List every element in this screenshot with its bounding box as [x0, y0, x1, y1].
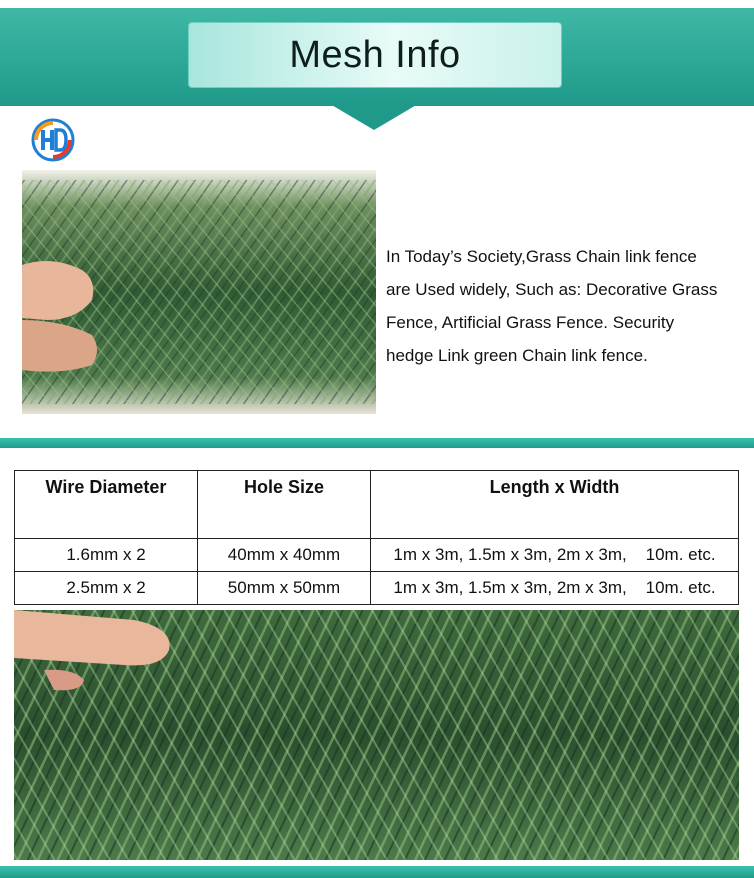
table-cell: 50mm x 50mm	[198, 572, 371, 605]
spec-table	[14, 470, 739, 605]
hd-logo-icon	[30, 118, 76, 162]
footer-divider	[0, 866, 754, 878]
table-cell: 40mm x 40mm	[198, 539, 371, 572]
table-cell: 1.6mm x 2	[15, 539, 198, 572]
description-line: In Today’s Society,Grass Chain link fence	[386, 247, 697, 266]
description-line: hedge Link green Chain link fence.	[386, 346, 648, 365]
table-header-cell: Hole Size	[198, 471, 371, 539]
table-header-row	[15, 471, 739, 539]
description-line: Fence, Artificial Grass Fence. Security	[386, 313, 675, 332]
description-line: are Used widely, Such as: Decorative Grass	[386, 280, 718, 299]
page-title: Mesh Info	[289, 33, 461, 76]
grass-fence-photo-bottom	[14, 610, 739, 860]
table-cell: 1m x 3m, 1.5m x 3m, 2m x 3m, 10m. etc.	[371, 572, 739, 605]
table-cell: 1m x 3m, 1.5m x 3m, 2m x 3m, 10m. etc.	[371, 539, 739, 572]
table-cell: 2.5mm x 2	[15, 572, 198, 605]
header-banner-notch	[330, 104, 418, 130]
product-description	[386, 240, 754, 372]
table-header-cell: Wire Diameter	[15, 471, 198, 539]
grass-fence-photo-top	[22, 170, 376, 414]
table-row	[15, 572, 739, 605]
table-header-cell: Length x Width	[371, 471, 739, 539]
title-box	[188, 22, 562, 88]
table-row	[15, 539, 739, 572]
section-divider	[0, 438, 754, 448]
